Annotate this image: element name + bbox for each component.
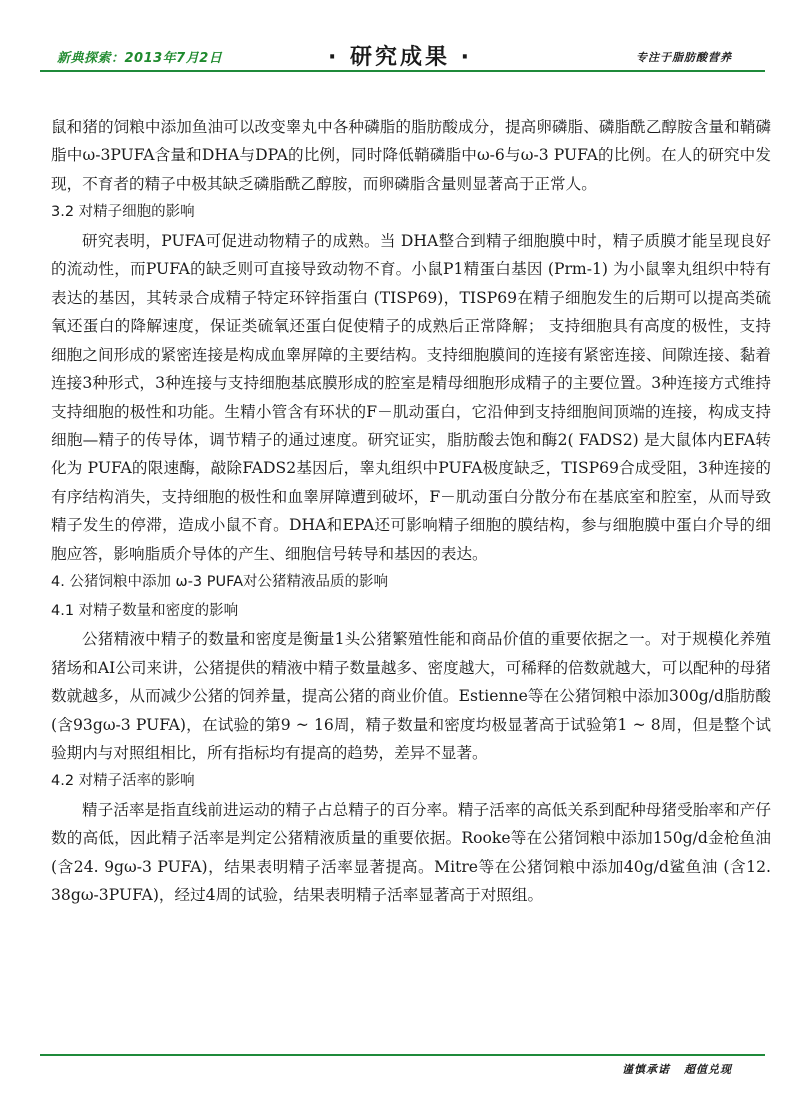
paragraph: 研究表明，PUFA可促进动物精子的成熟。当 DHA整合到精子细胞膜中时，精子质膜才能呈现良好的流动性，而PUFA的缺乏则可直接导致动物不育。小鼠P1精蛋白基因 (Prm-1) 为小鼠睾丸组织中特有表达的基因，其转录合成精子特定环锌指蛋白 (TISP69)，TISP69在精子细胞发生的后期可以提高类硫氧还蛋白的降解速度，保证类硫氧还蛋白促使精子的成熟后正常降解； 支持细胞具有高度的极性，支持细胞之间形成的紧密连接是构成血睾屏障的主要结构。支持细胞膜间的连接有紧密连接、间隙连接、黏着连接3种形式，3种连接与支持细胞基底膜形成的腔室是精母细胞形成精子的主要位置。3种连接方式维持支持细胞的极性和功能。生精小管含有环状的F－肌动蛋白，它沿伸到支持细胞间顶端的连接，构成支持细胞—精子的传导体，调节精子的通过速度。研究证实，脂肪酸去饱和酶2( FADS2) 是大鼠体内EFA转化为 PUFA的限速酶，敲除FADS2基因后，睾丸组织中PUFA极度缺乏，TISP69合成受阻，3种连接的有序结构消失，支持细胞的极性和血睾屏障遭到破坏，F－肌动蛋白分散分布在基底室和腔室，从而导致精子发生的停滞，造成小鼠不育。DHA和EPA还可影响精子细胞的膜结构，参与细胞膜中蛋白介导的细胞应答，影响脂质介导体的产生、细胞信号转导和基因的表达。 [51,231,771,563]
section-heading: 4. 公猪饲粮中添加 ω-3 PUFA对公猪精液品质的影响 [51,574,389,591]
article-body [51,113,771,910]
section-heading: 4.1 对精子数量和密度的影响 [51,602,239,619]
footer-slogan-right: 超值兑现 [684,1063,732,1076]
paragraph: 公猪精液中精子的数量和密度是衡量1头公猪繁殖性能和商品价值的重要依据之一。对于规模化养殖猪场和AI公司来讲，公猪提供的精液中精子数量越多、密度越大，可稀释的倍数就越大，可以配种的母猪数就越多，从而减少公猪的饲养量，提高公猪的商业价值。Estienne等在公猪饲粮中添加300g/d脂肪酸 (含93gω-3 PUFA)，在试验的第9 ~ 16周，精子数量和密度均极显著高于试验第1 ~ 8周，但是整个试验期内与对照组相比，所有指标均有提高的趋势，差异不显著。 [51,630,771,762]
section-heading: 3.2 对精子细胞的影响 [51,204,195,221]
header-tagline: 专注于脂肪酸营养 [636,51,732,64]
page-header [0,0,800,80]
paragraph: 精子活率是指直线前进运动的精子占总精子的百分率。精子活率的高低关系到配种母猪受胎率和产仔数的高低，因此精子活率是判定公猪精液质量的重要依据。Rooke等在公猪饲粮中添加150g/d金枪鱼油 (含24. 9gω-3 PUFA)，结果表明精子活率显著提高。Mitre等在公猪饲粮中添加40g/d鲨鱼油 (含12. 38gω-3PUFA)，经过4周的试验，结果表明精子活率显著高于对照组。 [51,800,771,905]
footer-divider [40,1054,765,1056]
header-divider [40,70,765,72]
footer-slogan [622,1061,732,1077]
header-issue-date: 新典探索：2013年7月2日 [57,51,223,66]
paragraph: 鼠和猪的饲粮中添加鱼油可以改变睾丸中各种磷脂的脂肪酸成分，提高卵磷脂、磷脂酰乙醇胺含量和鞘磷脂中ω-3PUFA含量和DHA与DPA的比例，同时降低鞘磷脂中ω-6与ω-3 PUFA的比例。在人的研究中发现，不育者的精子中极其缺乏磷脂酰乙醇胺，而卵磷脂含量则显著高于正常人。 [51,118,771,193]
footer-slogan-left: 谨慎承诺 [622,1063,670,1076]
header-section-title: · 研究成果 · [327,45,473,70]
section-heading: 4.2 对精子活率的影响 [51,773,195,790]
